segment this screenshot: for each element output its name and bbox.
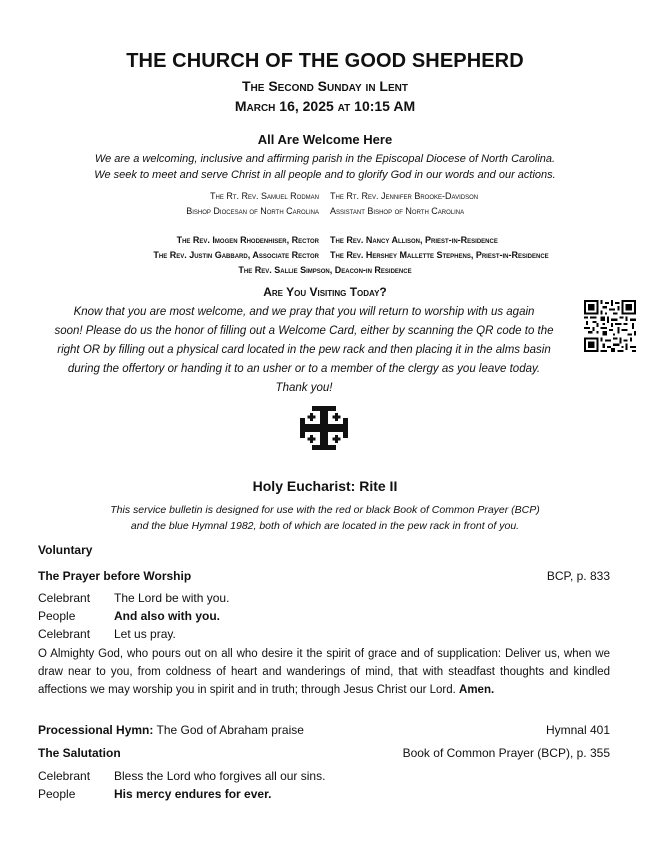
deacon-name: The Rev. Sallie Simpson, Deacon-in Residence [238,265,412,275]
welcome-line-2: We seek to meet and serve Christ in all people and to glorify God in our words and our actions. [94,169,556,181]
assistant-bishop-title: Assistant Bishop of North Carolina [330,206,465,216]
visiting-heading: Are You Visiting Today? [263,285,387,299]
voluntary-label: Voluntary [38,543,93,557]
welcome-statement [40,151,610,183]
dialog-text: Let us pray. [114,627,176,641]
associate-rector-name: The Rev. Justin Gabbard, Associate Rector [153,250,319,260]
processional-hymn-label: Processional Hymn: [38,723,154,737]
bishop-diocesan-name: The Rt. Rev. Samuel Rodman [209,191,319,201]
prayer-amen: Amen. [459,684,495,696]
bulletin-note [40,502,610,534]
dialog-speaker: Celebrant [38,627,91,641]
dialog-line [38,625,229,643]
prayer-dialog [38,589,229,643]
visiting-line-3: right OR by filling out a physical card located in the pew rack and then placing it in the alms basin [57,344,551,356]
visiting-line-1: Know that you are most welcome, and we pray that you will return to worship with us again [73,306,535,318]
prayer-body: O Almighty God, who pours out on all who desire it the spirit of grace and of supplication: Deliver us, when we draw near to you, from coldness of heart and wanderings of mind, that with steadfast thoughts and kindled affections we may worship you in spirit and in truth; through Jesus Christ our Lord. [38,648,610,696]
church-title: THE CHURCH OF THE GOOD SHEPHERD [126,50,524,72]
assistant-bishop-name: The Rt. Rev. Jennifer Brooke-Davidson [330,191,479,201]
bulletin-note-line-1: This service bulletin is designed for use with the red or black Book of Common Prayer (BCP) [110,504,540,516]
visiting-text [28,303,580,398]
salutation-dialog [38,767,325,803]
service-title: Holy Eucharist: Rite II [252,478,398,494]
processional-hymn-title: The God of Abraham praise [156,723,304,737]
dialog-speaker: People [38,609,76,623]
rector-name: The Rev. Imogen Rhodenhiser, Rector [176,235,319,245]
jerusalem-cross-icon [298,404,350,452]
visiting-line-4: during the offertory or handing it to an usher or to a member of the clergy as you leave today. [67,363,541,375]
prayer-before-worship-heading [38,569,610,583]
prayer-before-worship-label: The Prayer before Worship [38,569,192,583]
dialog-line [38,589,229,607]
dialog-text: And also with you. [114,609,221,623]
dialog-speaker: Celebrant [38,591,91,605]
dialog-line [38,767,325,785]
bishop-diocesan-title: Bishop Diocesan of North Carolina [186,206,319,216]
voluntary-section [38,543,610,557]
dialog-speaker: Celebrant [38,769,91,783]
prayer-text [38,645,610,699]
salutation-label: The Salutation [38,746,121,760]
welcome-heading: All Are Welcome Here [257,132,393,147]
welcome-line-1: We are a welcoming, inclusive and affirming parish in the Episcopal Diocese of North Carolina. [94,153,556,165]
priest-in-residence-1: The Rev. Nancy Allison, Priest-in-Residence [330,235,498,245]
qr-code-icon[interactable] [584,300,636,352]
visiting-line-2: soon! Please do us the honor of filling out a Welcome Card, either by scanning the QR code to the [54,325,554,337]
salutation-ref: Book of Common Prayer (BCP), p. 355 [402,746,610,760]
dialog-text: The Lord be with you. [114,591,230,605]
salutation-heading [38,746,610,760]
visiting-line-5: Thank you! [275,382,333,394]
dialog-line [38,607,229,625]
dialog-speaker: People [38,787,76,801]
dialog-text: His mercy endures for ever. [114,787,272,801]
dialog-text: Bless the Lord who forgives all our sins. [114,769,326,783]
service-date: March 16, 2025 at 10:15 AM [234,98,416,114]
dialog-line [38,785,325,803]
processional-hymn-heading [38,723,610,737]
bulletin-note-line-2: and the blue Hymnal 1982, both of which are located in the pew rack in front of you. [130,520,520,532]
service-occasion: The Second Sunday in Lent [242,78,408,94]
prayer-before-worship-ref: BCP, p. 833 [546,569,610,583]
processional-hymn-ref: Hymnal 401 [545,723,610,737]
priest-in-residence-2: The Rev. Hershey Mallette Stephens, Priest-in-Residence [330,250,549,260]
